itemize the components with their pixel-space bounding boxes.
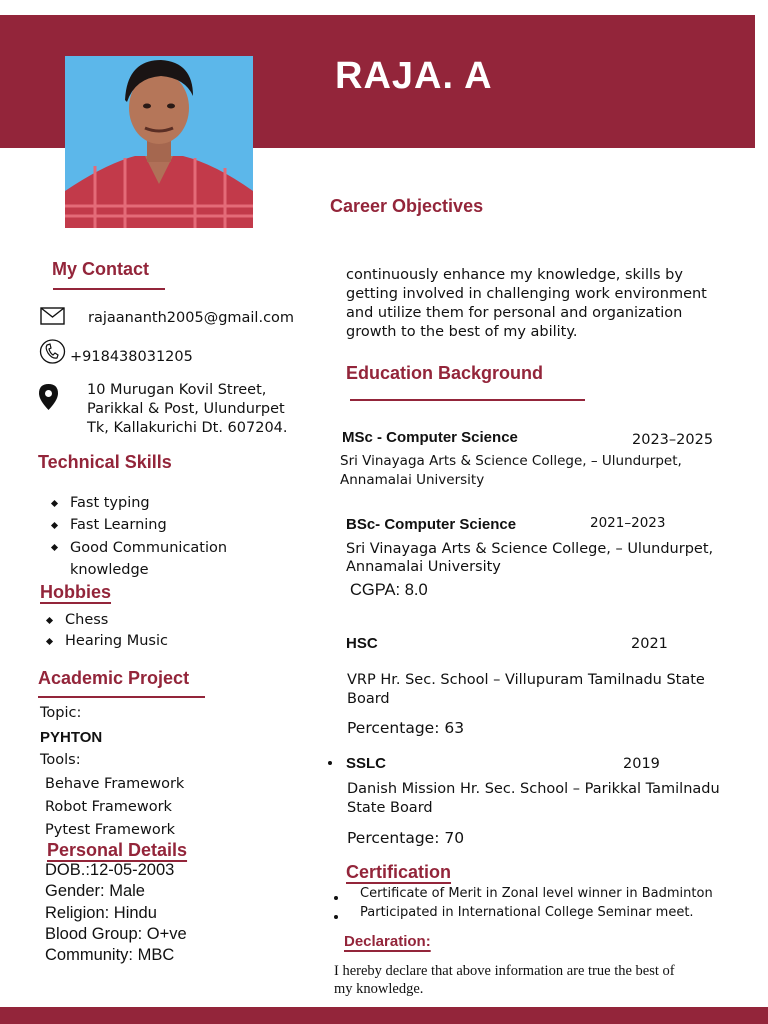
contact-email: rajaananth2005@gmail.com: [88, 310, 295, 326]
technical-skills-heading: Technical Skills: [38, 452, 172, 472]
msc-institution: Sri Vinayaga Arts & Science College, – Ulundurpet, Annamalai University: [340, 453, 682, 488]
career-line: growth to the best of my ability.: [346, 324, 578, 340]
project-tools-list: [45, 773, 184, 842]
hsc-school: VRP Hr. Sec. School – Villupuram Tamilnadu State Board: [347, 672, 705, 707]
contact-phone: +918438031205: [70, 349, 193, 365]
mail-icon: [40, 307, 65, 329]
contact-address: [87, 381, 288, 438]
address-line: Tk, Kallakurichi Dt. 607204.: [87, 420, 288, 436]
msc-years: 2023–2025: [632, 432, 714, 448]
project-topic: PYHTON: [40, 729, 103, 746]
project-topic-label: Topic:: [40, 705, 82, 721]
bullet-icon: [51, 522, 58, 529]
bullet-icon: [334, 915, 338, 919]
hsc-percentage: Percentage: 63: [347, 719, 465, 737]
education-heading-rule: [350, 399, 585, 401]
list-item: Chess: [47, 610, 168, 631]
certification-heading: Certification: [346, 862, 452, 882]
personal-gender: Gender: Male: [45, 882, 145, 901]
sslc-title: SSLC: [346, 755, 387, 772]
list-item: Good Communication: [52, 537, 227, 559]
bsc-title: BSc- Computer Science: [346, 516, 517, 533]
address-line: 10 Murugan Kovil Street,: [87, 382, 267, 398]
contact-heading-rule: [53, 288, 165, 290]
education-heading: Education Background: [346, 363, 544, 383]
bullet-icon: [334, 896, 338, 900]
declaration-heading: Declaration:: [344, 933, 431, 950]
list-item: Pytest Framework: [45, 822, 176, 838]
career-line: getting involved in challenging work environment: [346, 286, 707, 302]
hobbies-list: [47, 610, 168, 652]
bullet-icon: [328, 761, 332, 765]
bsc-cgpa: CGPA: 8.0: [350, 581, 428, 599]
career-objective-text: [346, 266, 707, 342]
personal-blood-group: Blood Group: O+ve: [45, 924, 187, 943]
hsc-title: HSC: [346, 635, 378, 652]
sslc-percentage: Percentage: 70: [347, 829, 465, 847]
career-line: and utilize them for personal and organization: [346, 305, 683, 321]
list-item-continuation: knowledge: [70, 561, 149, 578]
hsc-year: 2021: [631, 636, 668, 652]
list-item: Fast Learning: [52, 514, 227, 536]
sslc-year: 2019: [623, 756, 660, 772]
contact-heading: My Contact: [52, 259, 150, 279]
list-item: Behave Framework: [45, 776, 185, 792]
personal-dob: DOB.:12-05-2003: [45, 861, 175, 879]
skills-list: [52, 492, 227, 581]
bullet-icon: [46, 638, 53, 645]
sslc-school: Danish Mission Hr. Sec. School – Parikkal Tamilnadu State Board: [347, 781, 720, 816]
declaration-text: I hereby declare that above information are true the best of my knowledge.: [334, 963, 675, 997]
career-objectives-heading: Career Objectives: [330, 196, 484, 216]
list-item: Robot Framework: [45, 799, 172, 815]
bullet-icon: [51, 500, 58, 507]
academic-project-rule: [38, 696, 205, 698]
bullet-icon: [51, 544, 58, 551]
footer-band: [0, 1007, 768, 1024]
bullet-icon: [46, 617, 53, 624]
msc-title: MSc - Computer Science: [342, 429, 518, 446]
personal-details-heading: Personal Details: [47, 840, 188, 860]
career-line: continuously enhance my knowledge, skills by: [346, 267, 683, 283]
bsc-years: 2021–2023: [590, 515, 666, 531]
address-line: Parikkal & Post, Ulundurpet: [87, 401, 285, 417]
personal-community: Community: MBC: [45, 946, 175, 965]
candidate-name: RAJA. A: [335, 55, 493, 97]
hobbies-heading: Hobbies: [40, 582, 112, 602]
location-pin-icon: [38, 383, 59, 415]
project-tools-label: Tools:: [40, 752, 81, 768]
bsc-institution: Sri Vinayaga Arts & Science College, – Ulundurpet, Annamalai University: [346, 541, 714, 575]
list-item: Hearing Music: [47, 631, 168, 652]
academic-project-heading: Academic Project: [38, 668, 190, 688]
personal-religion: Religion: Hindu: [45, 903, 157, 922]
list-item: Fast typing: [52, 492, 227, 514]
list-item: Certificate of Merit in Zonal level winner in Badminton: [334, 884, 713, 903]
certification-list: [334, 884, 713, 922]
phone-icon: [39, 339, 66, 368]
profile-photo: [65, 56, 253, 228]
personal-details-list: [45, 860, 187, 966]
list-item: Participated in International College Seminar meet.: [334, 903, 713, 922]
